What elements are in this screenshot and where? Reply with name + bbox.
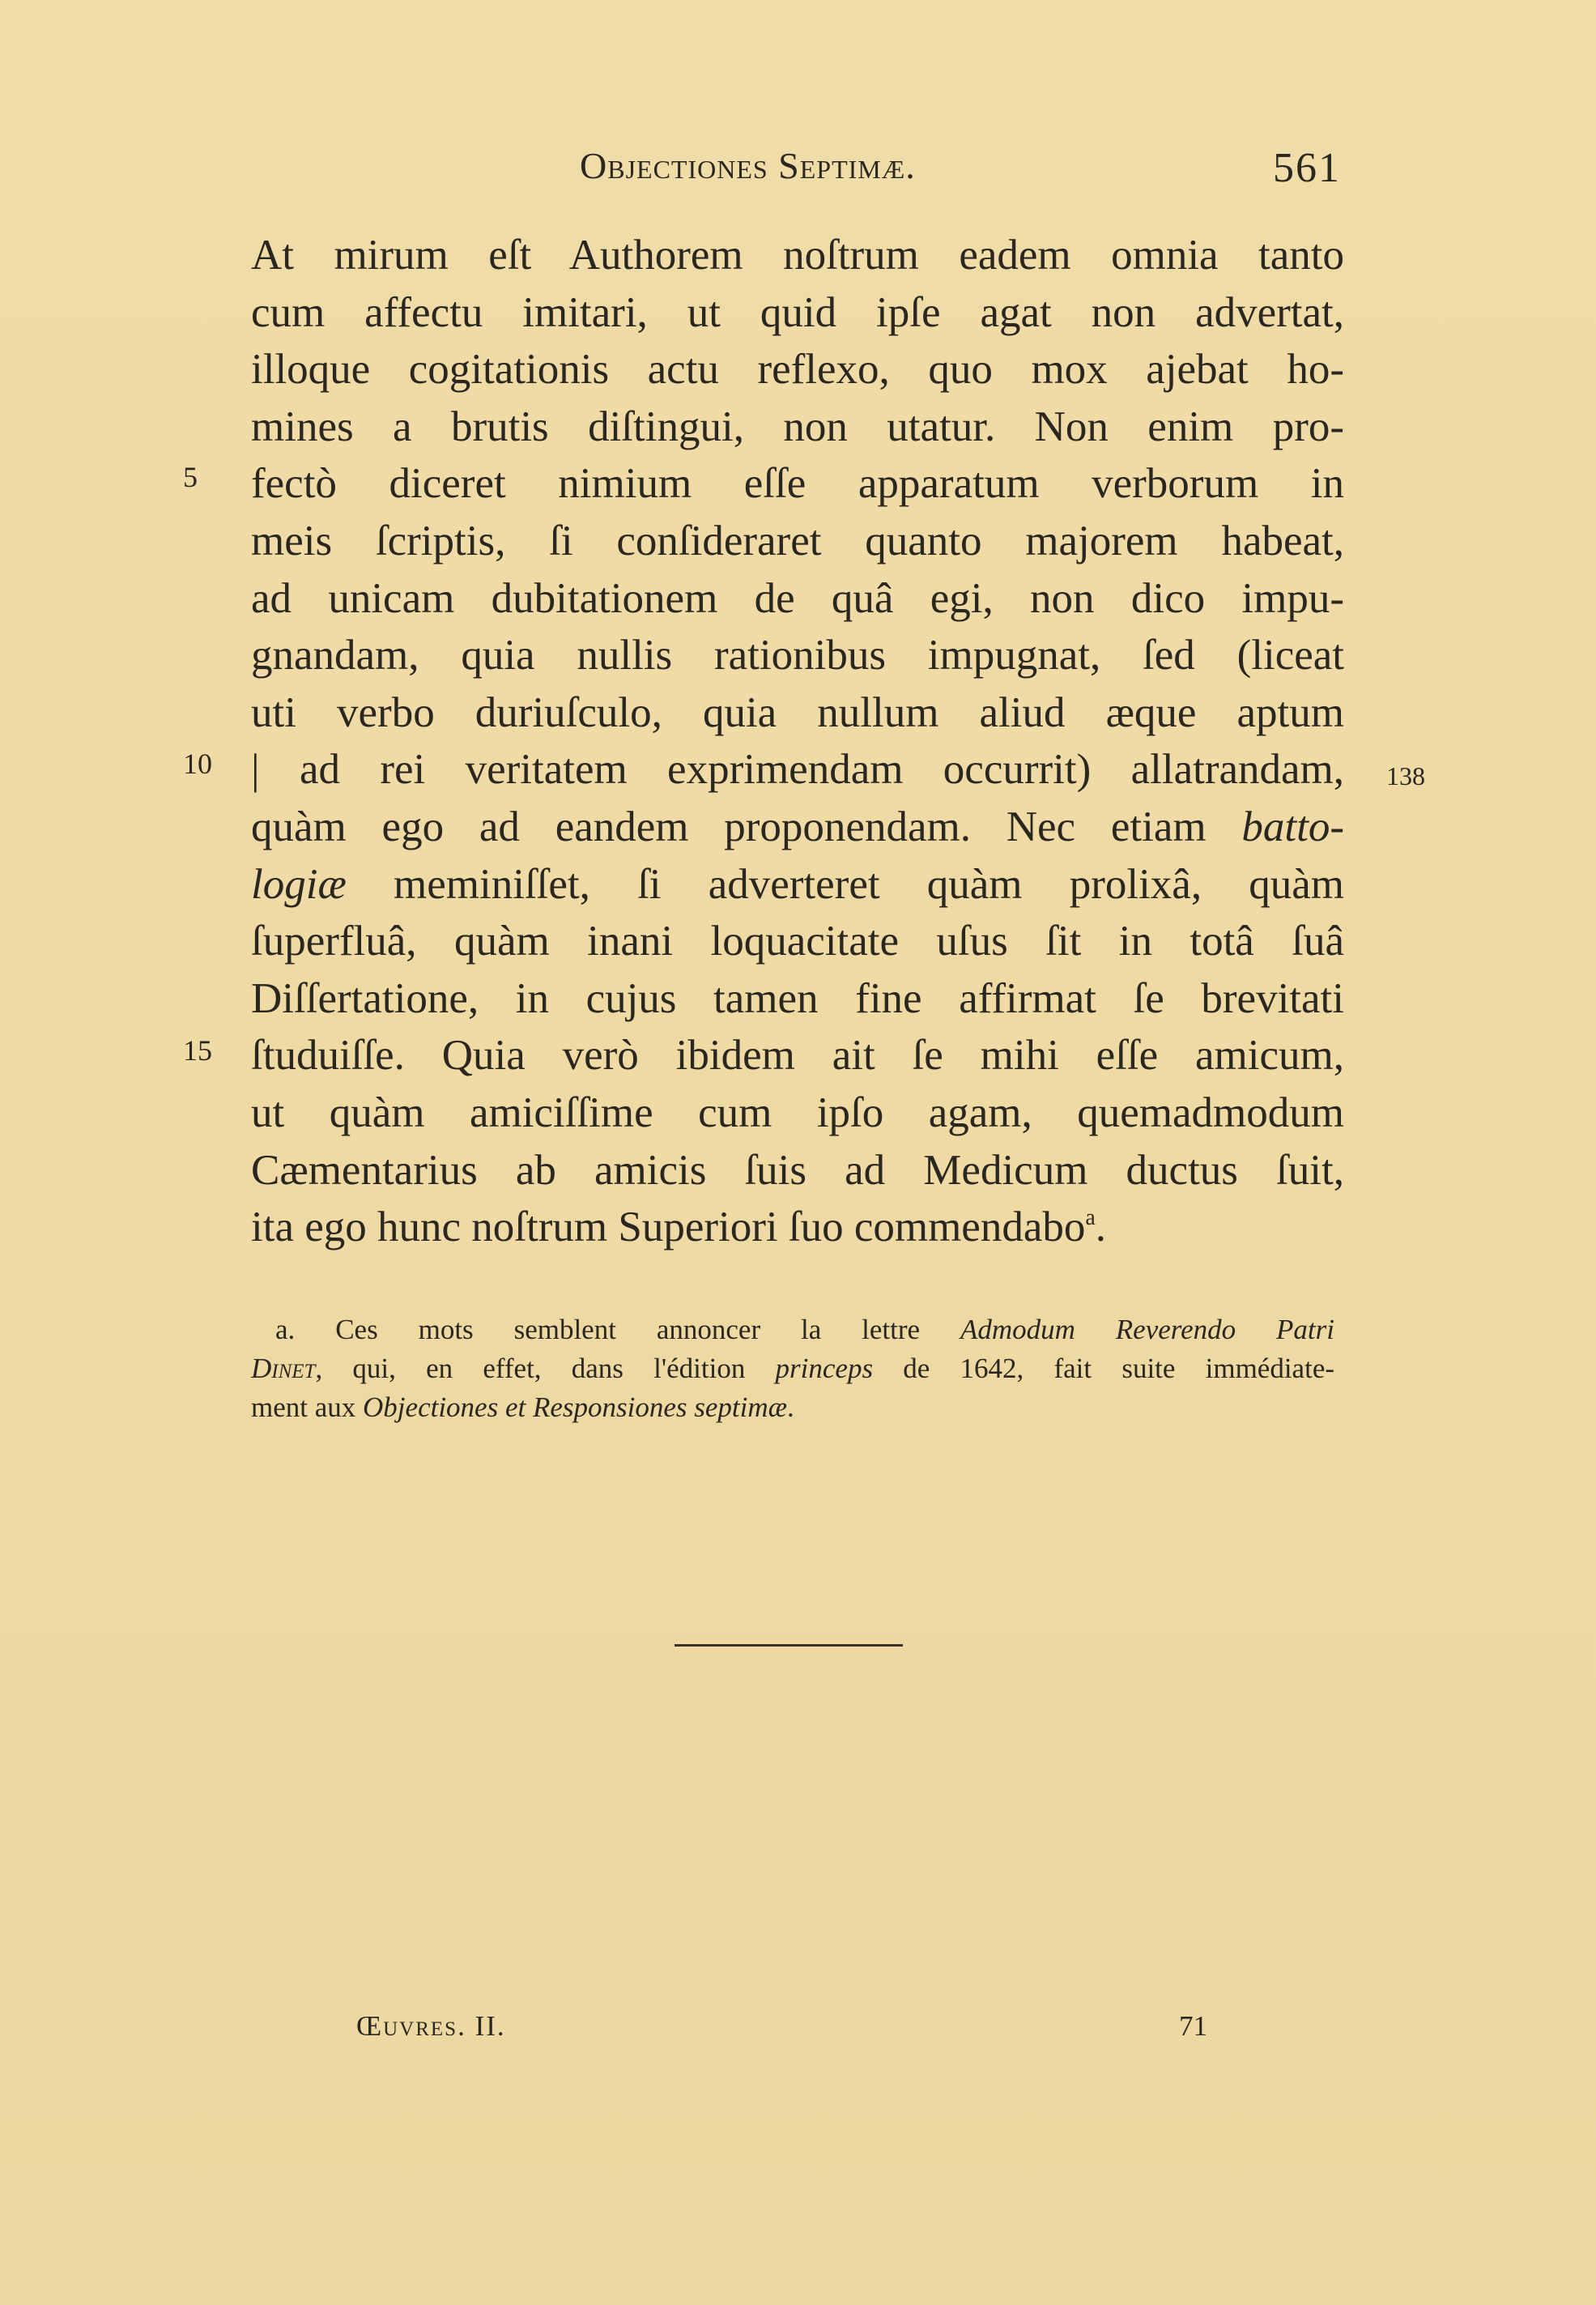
text-line: uti verbo duriuſculo, quia nullum aliud æque aptum xyxy=(251,688,1344,736)
line-number-15: 15 xyxy=(183,1034,212,1067)
text-line: Diſſertatione, in cujus tamen fine affirmat ſe brevitati xyxy=(251,974,1344,1022)
footnote xyxy=(251,1310,1334,1427)
text-line-with-italic xyxy=(251,799,1344,856)
text-line: | ad rei veritatem exprimendam occurrit) allatrandam, xyxy=(251,746,1344,794)
text-segment: quàm ego ad eandem proponendam. Nec etiam xyxy=(251,803,1207,850)
text-line: meis ſcriptis, ſi conſideraret quanto majorem habeat, xyxy=(251,517,1344,565)
text-line-final xyxy=(251,1199,1344,1256)
line-number-5: 5 xyxy=(183,461,198,493)
text-line: ſtuduiſſe. Quia verò ibidem ait ſe mihi eſſe amicum, xyxy=(251,1032,1344,1080)
italic-word: batto- xyxy=(1241,803,1344,850)
text-line: ad unicam dubitationem de quâ egi, non dico impu- xyxy=(251,574,1344,622)
margin-reference: 138 xyxy=(1386,761,1425,790)
footnote-marker: a xyxy=(1085,1205,1096,1231)
text-line: ſuperfluâ, quàm inani loquacitate uſus ſit in totâ ſuâ xyxy=(251,918,1344,965)
footnote-marker-label: a. xyxy=(275,1314,296,1345)
footnote-line: Dinet, qui, en effet, dans l'édition princeps de 1642, fait suite immédiate- xyxy=(251,1353,1335,1384)
text-line: fectò diceret nimium eſſe apparatum verborum in xyxy=(251,460,1344,508)
text-line: At mirum eſt Authorem noſtrum eadem omnia tanto xyxy=(251,232,1344,279)
text-line-with-italic xyxy=(251,856,1344,914)
text-line: mines a brutis diſtingui, non utatur. Non enim pro- xyxy=(251,403,1344,450)
final-period: . xyxy=(1095,1204,1107,1251)
italic-word: logiæ xyxy=(251,860,347,908)
footer-signature: Œuvres. II. xyxy=(356,2010,506,2042)
text-segment: ita ego hunc noſtrum Superiori ſuo commendabo xyxy=(251,1204,1086,1251)
section-divider xyxy=(675,1644,903,1647)
text-line: illoque cogitationis actu reflexo, quo mox ajebat ho- xyxy=(251,346,1344,394)
page-number: 561 xyxy=(1273,145,1341,191)
running-head: Objectiones Septimæ. xyxy=(580,145,916,186)
footnote-line: ment aux Objectiones et Responsiones septimæ. xyxy=(251,1391,794,1423)
text-line: ut quàm amiciſſime cum ipſo agam, quemadmodum xyxy=(251,1089,1344,1136)
footer-signature-number: 71 xyxy=(1179,2010,1207,2042)
text-line: gnandam, quia nullis rationibus impugnat, ſed (liceat xyxy=(251,632,1344,680)
main-text-block xyxy=(251,227,1344,1256)
text-line: cum affectu imitari, ut quid ipſe agat non advertat, xyxy=(251,288,1344,336)
footnote-line: a. Ces mots semblent annoncer la lettre Admodum Reverendo Patri xyxy=(275,1314,1334,1345)
line-number-10: 10 xyxy=(183,748,212,780)
text-line: Cæmentarius ab amicis ſuis ad Medicum ductus ſuit, xyxy=(251,1146,1344,1194)
text-segment: meminiſſet, ſi adverteret quàm prolixâ, quàm xyxy=(394,860,1345,908)
